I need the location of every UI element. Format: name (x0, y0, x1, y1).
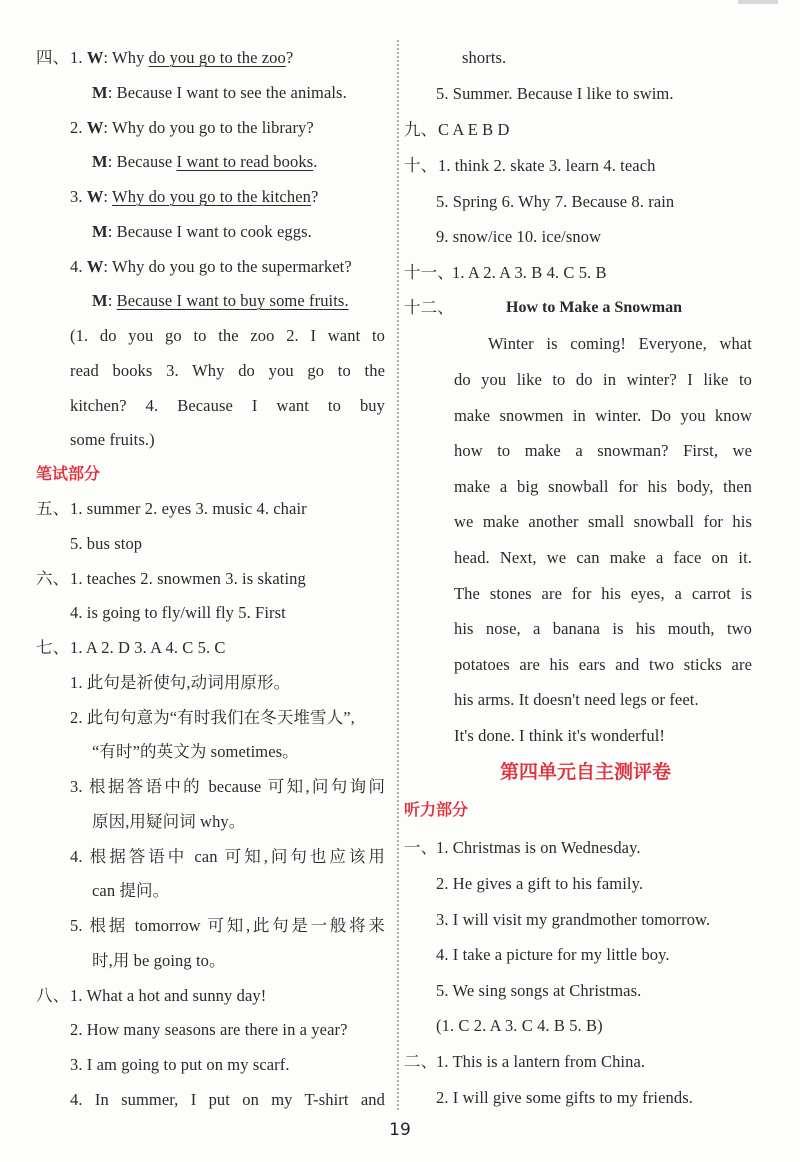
q7-label: 七、 (36, 638, 70, 657)
listening-section-heading: 听力部分 (404, 800, 469, 819)
essay-line: make snowmen in winter. Do you know (454, 406, 752, 425)
q4-key-line: kitchen? 4. Because I want to buy (70, 396, 385, 415)
written-section-heading: 笔试部分 (36, 464, 101, 483)
essay-line: do you like to do in winter? I like to (454, 370, 752, 389)
q6-line: 4. is going to fly/will fly 5. First (70, 603, 286, 622)
s2-label: 二、 (404, 1052, 438, 1071)
q4-label: 四、 (36, 48, 70, 67)
q4-line: M: Because I want to see the animals. (92, 83, 347, 102)
q9-line: C A E B D (438, 120, 510, 139)
q11-label: 十一、 (404, 263, 454, 282)
q4-key-line: read books 3. Why do you go to the (70, 361, 385, 380)
scan-mark (738, 0, 778, 4)
s2-line: 2. I will give some gifts to my friends. (436, 1088, 693, 1107)
s1-line: 2. He gives a gift to his family. (436, 874, 644, 893)
column-divider (397, 40, 400, 1110)
q4-line: M: Because I want to read books. (92, 152, 318, 171)
q5-line: 5. bus stop (70, 534, 143, 553)
q10-line: 5. Spring 6. Why 7. Because 8. rain (436, 192, 675, 211)
q7-line: 3. 根据答语中的 because 可知,问句询问 (70, 777, 385, 796)
q10-label: 十、 (404, 156, 438, 175)
essay-line: The stones are for his eyes, a carrot is (454, 584, 752, 603)
s1-line: 3. I will visit my grandmother tomorrow. (436, 910, 711, 929)
essay-line: It's done. I think it's wonderful! (454, 726, 665, 745)
q4-line: 4. W: Why do you go to the supermarket? (70, 257, 352, 276)
unit-title: 第四单元自主测评卷 (500, 761, 672, 783)
essay-title: How to Make a Snowman (506, 299, 683, 316)
q7-line: 时,用 be going to。 (92, 951, 226, 970)
q8-line: 1. What a hot and sunny day! (70, 986, 267, 1005)
q9-label: 九、 (404, 120, 438, 139)
essay-line: Winter is coming! Everyone, what (488, 334, 752, 353)
s1-line: 1. Christmas is on Wednesday. (436, 838, 641, 857)
s1-label: 一、 (404, 838, 438, 857)
essay-line: his nose, a banana is his mouth, two (454, 619, 752, 638)
q7-line: 2. 此句句意为“有时我们在冬天堆雪人”, (70, 708, 355, 727)
q5-label: 五、 (36, 499, 70, 518)
q8-continued-line: 5. Summer. Because I like to swim. (436, 84, 674, 103)
essay-line: potatoes are his ears and two sticks are (454, 655, 752, 674)
q8-line: 3. I am going to put on my scarf. (70, 1055, 290, 1074)
q11-line: 1. A 2. A 3. B 4. C 5. B (452, 263, 607, 282)
q7-line: 1. A 2. D 3. A 4. C 5. C (70, 638, 226, 657)
q8-line: 4. In summer, I put on my T-shirt and (70, 1090, 385, 1109)
q5-line: 1. summer 2. eyes 3. music 4. chair (70, 499, 307, 518)
q10-line: 1. think 2. skate 3. learn 4. teach (438, 156, 656, 175)
q4-line: M: Because I want to cook eggs. (92, 222, 312, 241)
q7-line: “有时”的英文为 sometimes。 (92, 742, 299, 761)
q4-key-line: (1. do you go to the zoo 2. I want to (70, 326, 385, 345)
q7-line: 原因,用疑问词 why。 (92, 812, 246, 831)
page-number: 19 (389, 1120, 411, 1140)
q6-label: 六、 (36, 569, 70, 588)
q10-line: 9. snow/ice 10. ice/snow (436, 227, 602, 246)
essay-line: we make another small snowball for his (454, 512, 752, 531)
q7-line: 5. 根据 tomorrow 可知,此句是一般将来 (70, 916, 385, 935)
q8-continued-line: shorts. (462, 48, 507, 67)
essay-line: how to make a snowman? First, we (454, 441, 752, 460)
q4-line: 1. W: Why do you go to the zoo? (70, 48, 294, 67)
q7-line: 1. 此句是祈使句,动词用原形。 (70, 673, 291, 692)
q12-label: 十二、 (404, 298, 454, 317)
q7-line: can 提问。 (92, 881, 170, 900)
q4-line: 3. W: Why do you go to the kitchen? (70, 187, 319, 206)
essay-line: his arms. It doesn't need legs or feet. (454, 690, 699, 709)
q4-key-line: some fruits.) (70, 430, 155, 449)
q8-label: 八、 (36, 986, 70, 1005)
essay-line: make a big snowball for his body, then (454, 477, 752, 496)
s1-line: (1. C 2. A 3. C 4. B 5. B) (436, 1016, 603, 1035)
q6-line: 1. teaches 2. snowmen 3. is skating (70, 569, 306, 588)
q4-line: M: Because I want to buy some fruits. (92, 291, 349, 310)
s1-line: 5. We sing songs at Christmas. (436, 981, 642, 1000)
q8-line: 2. How many seasons are there in a year? (70, 1020, 348, 1039)
q7-line: 4. 根据答语中 can 可知,问句也应该用 (70, 847, 385, 866)
s1-line: 4. I take a picture for my little boy. (436, 945, 670, 964)
s2-line: 1. This is a lantern from China. (436, 1052, 646, 1071)
essay-line: head. Next, we can make a face on it. (454, 548, 752, 567)
q4-line: 2. W: Why do you go to the library? (70, 118, 314, 137)
